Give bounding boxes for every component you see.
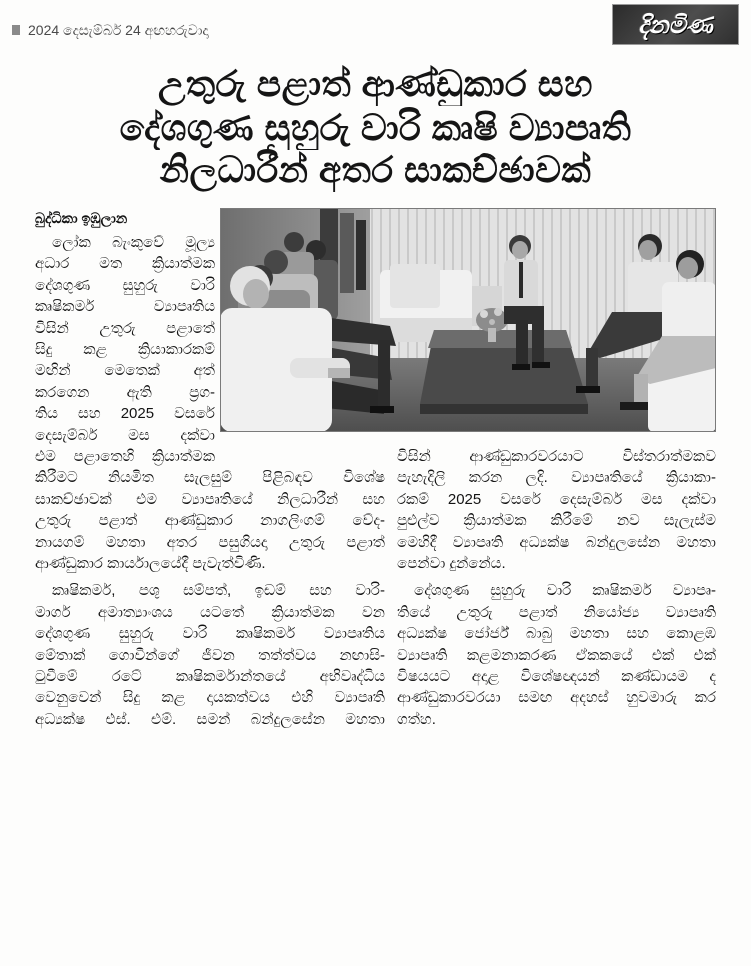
issue-date: 2024 දෙසැම්බර් 24 අඟහරුවාදා <box>28 21 209 38</box>
text-line: එම පළාතෙහි ක්‍රියාත්මක <box>35 448 215 465</box>
text-line: තිය සහ 2025 වසරේ <box>35 405 215 423</box>
text-line: ආණ්ඩුකාර කාර්යාලයේදී පැවැත්විණි. <box>35 555 266 572</box>
text-line: දේශගුණ සුහුරු වාරි කෘෂිකර්ම ව්‍යාපෘතිය <box>35 625 385 643</box>
text-line: මඟින් මෙතෙක් අත් <box>35 362 215 380</box>
text-line: තියේ උතුරු පළාත් නියෝජ්‍ය ව්‍යාපෘති <box>397 603 716 621</box>
text-line: දේශගුණ සුහුරු වාරි <box>35 276 215 294</box>
newspaper-masthead-logo <box>612 4 739 45</box>
text-line: උතුරු පළාත් ආණ්ඩුකාර නාගලිංගම් වේද- <box>35 512 385 530</box>
text-line: නායගම් මහතා අතර පසුගියදා උතුරු පළාත් <box>35 533 385 551</box>
text-line: පුළුල්ව ක්‍රියාත්මක කිරීමේ නව සැලැස්ම <box>397 512 716 530</box>
text-line: ව්‍යාපෘති කළමනාකරණ ඒකකයේ එක් එක් <box>397 646 716 664</box>
text-line: ටුවීමේ රටේ කෘෂිකර්මාන්තයේ අභිවෘද්ධිය <box>35 668 385 685</box>
text-line: මේතාක් ගොවීන්ගේ ජීවන තත්ත්වය නඟාසි- <box>35 646 385 664</box>
text-line: දේශගුණ සුහුරු වාරි කෘෂිකර්ම ව්‍යාපෘ- <box>414 582 716 600</box>
date-row <box>12 20 209 40</box>
headline-line-3 <box>10 148 741 192</box>
text-line: කරගෙන ඇති ප්‍රග- <box>35 383 215 401</box>
text-line: අධාර මත ක්‍රියාත්මක <box>35 255 215 273</box>
headline-text: නිලධාරීන් අතර සාකච්ඡාවක් <box>159 148 592 190</box>
text-line: කෘෂිකර්ම ව්‍යාපෘතිය <box>35 298 215 316</box>
text-line: රකම් 2025 වසරේ දෙසැම්බර් මස දක්වා <box>397 490 716 508</box>
text-line: මෙහිදී ව්‍යාපෘති අධ්‍යක්ෂ බන්දුලසේන මහතා <box>397 533 716 551</box>
article-column-2 <box>397 446 716 966</box>
text-line: සාකච්ඡාවක් එම ව්‍යාපෘතියේ නිලධාරීන් සහ <box>35 490 385 508</box>
text-line: වෙනුවෙන් සිදු කළ දායකත්වය එහි ව්‍යාපෘති <box>35 689 385 707</box>
bullet-square <box>12 25 20 35</box>
headline-text: උතුරු පළාත් ආණ්ඩුකාර සහ <box>157 62 594 104</box>
text-line: සිදු කළ ක්‍රියාකාරකම් <box>35 341 215 358</box>
text-line: පෙන්වා දුන්නේය. <box>397 555 506 572</box>
article-column-1 <box>35 232 385 752</box>
text-line: විසින් ආණ්ඩුකාරවරයාට විස්තරාත්මකව <box>397 448 716 465</box>
headline-line-1 <box>10 62 741 106</box>
headline-text: දේශගුණ සුහුරු වාරි කෘෂි ව්‍යාපෘති <box>119 106 632 148</box>
text-line: ලෝක බැංකුවේ මූල්‍ය <box>52 234 215 251</box>
headline-line-2 <box>10 106 741 150</box>
text-line: ගත්හ. <box>397 710 436 728</box>
text-line: කිරීමට නියමිත සැලසුම් පිළිබඳව විශේෂ <box>35 469 385 487</box>
text-line: විෂයයට අදාළ විශේෂඥයන් කණ්ඩායම ද <box>397 668 716 685</box>
text-line: අධ්‍යක්ෂ එස්. එම්. සමන් බන්දුලසේන මහතා <box>35 710 385 728</box>
text-line: අධ්‍යක්ෂ ජෝර්ජ් බාබු මහතා සහ කොළඹ <box>397 625 716 643</box>
text-line: ආණ්ඩුකාරවරයා සමඟ අදහස් හුවමාරු කර <box>397 689 716 707</box>
text-line: කෘෂිකර්ම, පශු සම්පත්, ඉඩම් සහ වාරි- <box>52 582 385 600</box>
masthead-title: දිනමිණ <box>638 10 713 39</box>
text-line: පැහැදිලි කරන ලදි. ව්‍යාපෘතියේ ක්‍රියාකා- <box>397 469 716 487</box>
text-line: විසින් උතුරු පළාතේ <box>35 319 215 337</box>
byline: බුද්ධිකා ඉඹුලාන <box>35 210 128 226</box>
text-line: මාර්ග අමාත්‍යාංශය යටතේ ක්‍රියාත්මක වන <box>35 603 385 621</box>
text-line: දෙසැම්බර් මස දක්වා <box>35 426 215 444</box>
